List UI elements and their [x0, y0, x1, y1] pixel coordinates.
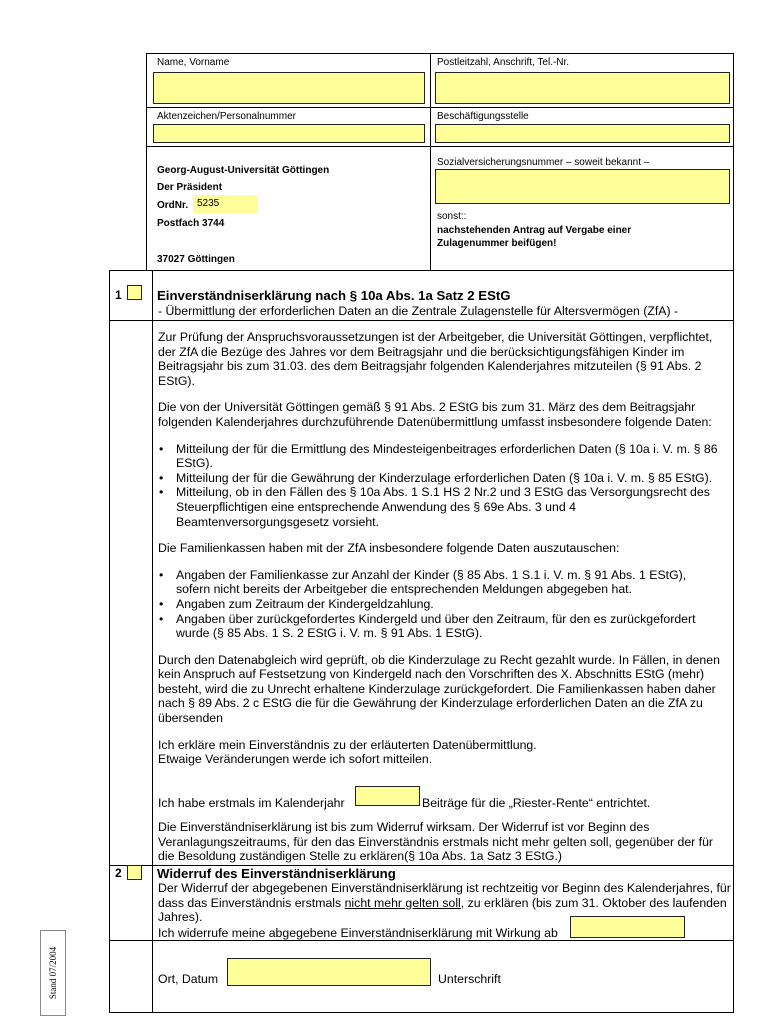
- section-2-number: 2: [115, 866, 122, 880]
- section-1-checkbox[interactable]: [127, 285, 142, 300]
- place-date-label: Ort, Datum: [158, 972, 219, 986]
- revision-text: Stand 07/2004: [48, 946, 58, 1000]
- employer-label: Beschäftigungsstelle: [437, 111, 529, 122]
- list: [158, 442, 723, 530]
- consent-line: Ich erkläre mein Einverständnis zu der erläuterten Datenübermittlung.: [158, 737, 537, 752]
- section-2-checkbox[interactable]: [127, 865, 142, 880]
- section-2-title: Widerruf des Einverständniserklärung: [157, 866, 396, 881]
- paragraph: Die Familienkassen haben mit der ZfA insbesondere folgende Daten auszutauschen:: [158, 541, 620, 556]
- section-1-number: 1: [115, 288, 122, 302]
- employer-field[interactable]: [435, 124, 730, 143]
- section-1-body: [158, 330, 723, 779]
- file-number-field[interactable]: [153, 124, 425, 143]
- other-text-2: Zulagenummer beifügen!: [437, 238, 557, 249]
- year-text-before: Ich habe erstmals im Kalenderjahr: [158, 796, 345, 810]
- file-number-label: Aktenzeichen/Personalnummer: [157, 111, 296, 122]
- list-item: • Mitteilung, ob in den Fällen des § 10a Abs. 1 S.1 HS 2 Nr.2 und 3 EStG das Versorgungsrecht des Steuerpflichtigen eine entsprechende Anwendung des § 69e Abs. 3 und 4 Beamtenversorgungsgesetz vorsieht.: [158, 485, 723, 529]
- recipient-university: Georg-August-Universität Göttingen: [157, 165, 330, 176]
- paragraph: [158, 738, 723, 767]
- section-1-subtitle: - Übermittlung der erforderlichen Daten an die Zentrale Zulagenstelle für Altersvermögen (ZfA) -: [158, 304, 679, 318]
- paragraph: Durch den Datenabgleich wird geprüft, ob die Kinderzulage zu Recht gezahlt wurde. In Fällen, in denen kein Anspruch auf Festsetzung von Kindergeld nach den Vorschriften des X. Abschnitts EStG (mehr) besteht, wird die zu Unrecht erhaltene Kinderzulage zurückgefordert. Die Familienkassen haben daher nach § 89 Abs. 2 c EStG die für die Gewährung der Kinderzulage erforderlichen Daten an die ZfA zu übersenden: [158, 652, 720, 726]
- list-item: • Angaben der Familienkasse zur Anzahl der Kinder (§ 85 Abs. 1 S.1 i. V. m. § 91 Abs. 1 EStG), sofern nicht bereits der Arbeitgeber die entsprechenden Meldungen abgegeben hat.: [158, 568, 723, 597]
- name-label: Name, Vorname: [157, 57, 230, 68]
- revocation-text-end: , zu erklären (bis zum 31. Oktober des laufenden Jahres).: [158, 895, 727, 925]
- paragraph: Zur Prüfung der Anspruchsvoraussetzungen ist der Arbeitgeber, die Universität Göttingen, verpflichtet, der ZfA die Bezüge des Jahres vor dem Beitragsjahr und die berücksichtigungsfähigen Kinder im Beitragsjahr bis zum 31.03. des dem Beitragsjahr folgenden Kalenderjahres mitzuteilen (§ 91 Abs. 2 EStG).: [158, 330, 713, 388]
- address-field[interactable]: [435, 72, 730, 104]
- list-item: • Angaben über zurückgefordertes Kindergeld und über den Zeitraum, für den es zurückgefordert wurde (§ 85 Abs. 1 S. 2 EStG i. V. m. § 91 Abs. 1 EStG).: [158, 612, 723, 641]
- list-item: • Mitteilung der für die Gewährung der Kinderzulage erforderlichen Daten (§ 10a i. V. m. § 85 EStG).: [158, 471, 723, 486]
- section-1-title: Einverständniserklärung nach § 10a Abs. 1a Satz 2 EStG: [157, 288, 511, 303]
- address-label: Postleitzahl, Anschrift, Tel.-Nr.: [437, 57, 570, 68]
- changes-line: Etwaige Veränderungen werde ich sofort mitteilen.: [158, 752, 433, 767]
- revision-stamp: [40, 930, 66, 1016]
- ordnr-value: 5235: [197, 198, 220, 209]
- list-item: • Angaben zum Zeitraum der Kindergeldzahlung.: [158, 597, 723, 612]
- other-text-1: nachstehenden Antrag auf Vergabe einer: [437, 225, 632, 236]
- place-date-field[interactable]: [227, 958, 431, 986]
- year-text-after: Beiträge für die „Riester-Rente“ entrichtet.: [422, 796, 651, 810]
- ordnr-label: OrdNr.: [157, 200, 189, 211]
- name-field[interactable]: [153, 72, 425, 104]
- revocation-text: Der Widerruf der abgegebenen Einverständniserklärung ist rechtzeitig vor Beginn des Kalenderjahres, für dass das Einverständnis erstmals: [158, 881, 731, 910]
- signature-label: Unterschrift: [438, 972, 501, 986]
- paragraph: Die von der Universität Göttingen gemäß § 91 Abs. 2 EStG bis zum 31. März des dem Beitragsjahr folgenden Kalenderjahres durchzuführende Datenübermittlung umfasst insbesondere folgende Daten:: [158, 400, 712, 429]
- recipient-city: 37027 Göttingen: [157, 254, 235, 265]
- ssn-label: Sozialversicherungsnummer – soweit bekannt –: [437, 157, 650, 168]
- section-1-closing: Die Einverständniserklärung ist bis zum Widerruf wirksam. Der Widerruf ist vor Beginn des Veranlagungszeitraums, für den das Einverständnis erstmals nicht mehr gelten soll, gegenüber der für die Besoldung zuständigen Stelle zu erklären(§ 10a Abs. 1a Satz 3 EStG.): [158, 820, 714, 864]
- ordnr-field[interactable]: [193, 195, 258, 213]
- list: [158, 568, 723, 641]
- other-label: sonst::: [437, 211, 467, 222]
- list-item: • Mitteilung der für die Ermittlung des Mindesteigenbeitrages erforderlichen Daten (§ 10a i. V. m. § 86 EStG).: [158, 442, 723, 471]
- year-field[interactable]: [355, 786, 420, 806]
- revocation-underline: nicht mehr gelten soll: [344, 895, 461, 910]
- ssn-field[interactable]: [435, 169, 730, 204]
- recipient-president: Der Präsident: [157, 182, 223, 193]
- revocation-date-field[interactable]: [570, 916, 685, 938]
- recipient-pobox: Postfach 3744: [157, 218, 225, 229]
- revocation-effective-text: Ich widerrufe meine abgegebene Einverständniserklärung mit Wirkung ab: [158, 926, 558, 940]
